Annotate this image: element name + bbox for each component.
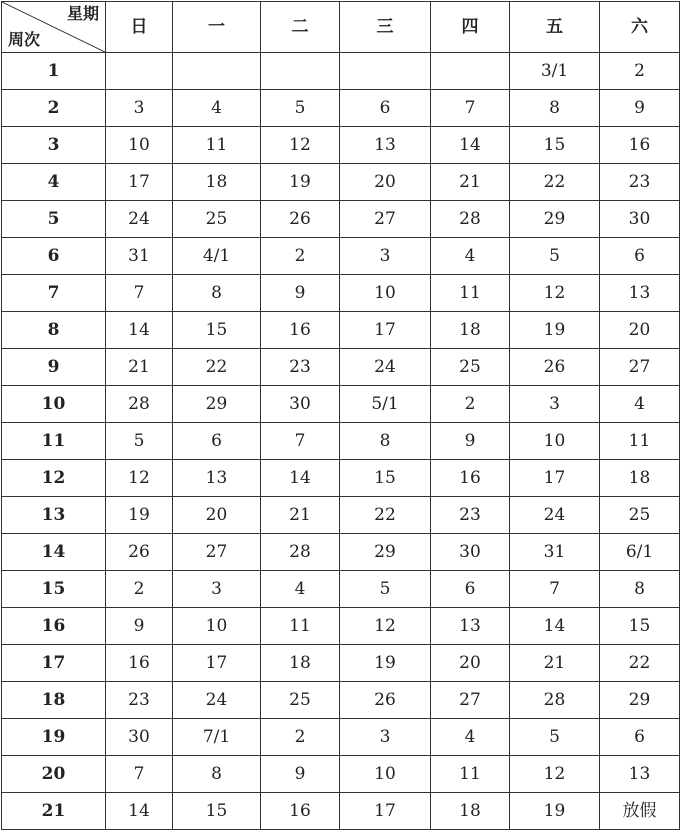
date-cell-wed: 17 (340, 793, 431, 830)
week-row (2, 460, 680, 497)
date-cell-sat: 22 (600, 645, 680, 682)
date-cell-mon: 8 (173, 756, 261, 793)
week-number-cell: 17 (2, 645, 106, 682)
week-number-cell: 15 (2, 571, 106, 608)
date-cell-thu: 27 (431, 682, 510, 719)
date-cell-fri: 12 (510, 275, 600, 312)
date-cell-sun: 14 (106, 793, 173, 830)
date-cell-tue: 9 (261, 756, 340, 793)
date-cell-mon: 25 (173, 201, 261, 238)
date-cell-sun: 23 (106, 682, 173, 719)
date-cell-sat: 15 (600, 608, 680, 645)
date-cell-sat: 29 (600, 682, 680, 719)
date-cell-sun: 3 (106, 90, 173, 127)
date-cell-sat: 2 (600, 53, 680, 90)
date-cell-sun: 21 (106, 349, 173, 386)
date-cell-sat: 6 (600, 238, 680, 275)
date-cell-tue: 16 (261, 793, 340, 830)
date-cell-sat: 9 (600, 90, 680, 127)
date-cell-sat: 25 (600, 497, 680, 534)
week-row (2, 238, 680, 275)
date-cell-sat: 11 (600, 423, 680, 460)
date-cell-tue: 19 (261, 164, 340, 201)
week-number-cell: 3 (2, 127, 106, 164)
date-cell-thu: 21 (431, 164, 510, 201)
date-cell-thu: 16 (431, 460, 510, 497)
date-cell-thu: 18 (431, 793, 510, 830)
date-cell-sat: 8 (600, 571, 680, 608)
date-cell-mon: 10 (173, 608, 261, 645)
day-header-mon: 一 (173, 2, 261, 53)
date-cell-fri: 15 (510, 127, 600, 164)
week-axis-label: 周次 (8, 30, 41, 49)
date-cell-thu: 11 (431, 275, 510, 312)
date-cell-wed: 13 (340, 127, 431, 164)
date-cell-wed: 19 (340, 645, 431, 682)
date-cell-mon: 29 (173, 386, 261, 423)
date-cell-fri: 19 (510, 312, 600, 349)
date-cell-wed: 3 (340, 719, 431, 756)
week-row (2, 312, 680, 349)
week-row (2, 275, 680, 312)
week-number-cell: 7 (2, 275, 106, 312)
date-cell-sat: 20 (600, 312, 680, 349)
date-cell-tue: 30 (261, 386, 340, 423)
date-cell-thu: 25 (431, 349, 510, 386)
date-cell-thu: 18 (431, 312, 510, 349)
date-cell-sun: 17 (106, 164, 173, 201)
week-number-cell: 12 (2, 460, 106, 497)
day-header-fri: 五 (510, 2, 600, 53)
day-header-sun: 日 (106, 2, 173, 53)
week-row (2, 571, 680, 608)
date-cell-mon: 4 (173, 90, 261, 127)
date-cell-sun: 26 (106, 534, 173, 571)
date-cell-fri: 3/1 (510, 53, 600, 90)
week-number-cell: 19 (2, 719, 106, 756)
date-cell-sun: 2 (106, 571, 173, 608)
date-cell-tue: 14 (261, 460, 340, 497)
week-number-cell: 5 (2, 201, 106, 238)
date-cell-tue: 26 (261, 201, 340, 238)
date-cell-fri: 3 (510, 386, 600, 423)
week-row (2, 793, 680, 830)
date-cell-fri: 5 (510, 719, 600, 756)
date-cell-fri: 31 (510, 534, 600, 571)
date-cell-mon (173, 53, 261, 90)
week-number-cell: 10 (2, 386, 106, 423)
date-cell-sun (106, 53, 173, 90)
date-cell-fri: 19 (510, 793, 600, 830)
date-cell-sat: 放假 (600, 793, 680, 830)
week-number-cell: 14 (2, 534, 106, 571)
date-cell-wed: 6 (340, 90, 431, 127)
week-row (2, 534, 680, 571)
date-cell-wed: 24 (340, 349, 431, 386)
week-row (2, 349, 680, 386)
date-cell-sat: 6/1 (600, 534, 680, 571)
week-row (2, 386, 680, 423)
date-cell-sat: 13 (600, 756, 680, 793)
date-cell-tue: 25 (261, 682, 340, 719)
date-cell-wed: 26 (340, 682, 431, 719)
week-row (2, 201, 680, 238)
date-cell-tue: 11 (261, 608, 340, 645)
date-cell-wed: 10 (340, 756, 431, 793)
date-cell-fri: 17 (510, 460, 600, 497)
week-number-cell: 13 (2, 497, 106, 534)
week-number-cell: 20 (2, 756, 106, 793)
date-cell-mon: 7/1 (173, 719, 261, 756)
date-cell-fri: 14 (510, 608, 600, 645)
date-cell-thu: 4 (431, 238, 510, 275)
date-cell-mon: 24 (173, 682, 261, 719)
week-number-cell: 1 (2, 53, 106, 90)
date-cell-fri: 10 (510, 423, 600, 460)
date-cell-sat: 30 (600, 201, 680, 238)
date-cell-mon: 3 (173, 571, 261, 608)
school-calendar-table (1, 1, 680, 830)
date-cell-fri: 7 (510, 571, 600, 608)
week-number-cell: 6 (2, 238, 106, 275)
date-cell-thu (431, 53, 510, 90)
date-cell-thu: 13 (431, 608, 510, 645)
week-number-cell: 9 (2, 349, 106, 386)
week-row (2, 90, 680, 127)
date-cell-mon: 27 (173, 534, 261, 571)
date-cell-wed: 8 (340, 423, 431, 460)
week-number-cell: 18 (2, 682, 106, 719)
date-cell-thu: 7 (431, 90, 510, 127)
week-row (2, 645, 680, 682)
date-cell-thu: 9 (431, 423, 510, 460)
date-cell-mon: 15 (173, 793, 261, 830)
date-cell-thu: 6 (431, 571, 510, 608)
header-row (2, 2, 680, 53)
date-cell-thu: 30 (431, 534, 510, 571)
day-header-thu: 四 (431, 2, 510, 53)
corner-header-cell (2, 2, 106, 53)
date-cell-wed: 10 (340, 275, 431, 312)
date-cell-mon: 13 (173, 460, 261, 497)
date-cell-sat: 23 (600, 164, 680, 201)
date-cell-sat: 6 (600, 719, 680, 756)
date-cell-fri: 21 (510, 645, 600, 682)
date-cell-fri: 29 (510, 201, 600, 238)
date-cell-wed: 12 (340, 608, 431, 645)
date-cell-fri: 24 (510, 497, 600, 534)
date-cell-wed: 22 (340, 497, 431, 534)
date-cell-sun: 19 (106, 497, 173, 534)
date-cell-sun: 24 (106, 201, 173, 238)
week-row (2, 756, 680, 793)
week-number-cell: 8 (2, 312, 106, 349)
date-cell-mon: 8 (173, 275, 261, 312)
date-cell-fri: 12 (510, 756, 600, 793)
date-cell-sat: 4 (600, 386, 680, 423)
date-cell-sat: 27 (600, 349, 680, 386)
date-cell-sat: 16 (600, 127, 680, 164)
week-row (2, 497, 680, 534)
date-cell-sun: 7 (106, 756, 173, 793)
date-cell-tue (261, 53, 340, 90)
date-cell-tue: 12 (261, 127, 340, 164)
date-cell-tue: 2 (261, 238, 340, 275)
date-cell-tue: 28 (261, 534, 340, 571)
week-number-cell: 4 (2, 164, 106, 201)
day-header-sat: 六 (600, 2, 680, 53)
week-number-cell: 21 (2, 793, 106, 830)
week-number-cell: 11 (2, 423, 106, 460)
date-cell-thu: 11 (431, 756, 510, 793)
date-cell-wed: 20 (340, 164, 431, 201)
week-row (2, 53, 680, 90)
date-cell-thu: 4 (431, 719, 510, 756)
date-cell-sun: 7 (106, 275, 173, 312)
date-cell-thu: 23 (431, 497, 510, 534)
date-cell-mon: 20 (173, 497, 261, 534)
day-header-tue: 二 (261, 2, 340, 53)
date-cell-mon: 17 (173, 645, 261, 682)
week-row (2, 423, 680, 460)
date-cell-tue: 4 (261, 571, 340, 608)
date-cell-fri: 5 (510, 238, 600, 275)
day-header-wed: 三 (340, 2, 431, 53)
date-cell-thu: 28 (431, 201, 510, 238)
date-cell-tue: 23 (261, 349, 340, 386)
date-cell-mon: 18 (173, 164, 261, 201)
weekday-axis-label: 星期 (66, 4, 99, 23)
date-cell-sun: 14 (106, 312, 173, 349)
date-cell-thu: 20 (431, 645, 510, 682)
date-cell-sun: 5 (106, 423, 173, 460)
date-cell-tue: 21 (261, 497, 340, 534)
date-cell-sat: 13 (600, 275, 680, 312)
date-cell-mon: 15 (173, 312, 261, 349)
week-row (2, 127, 680, 164)
date-cell-sun: 12 (106, 460, 173, 497)
date-cell-tue: 5 (261, 90, 340, 127)
date-cell-tue: 16 (261, 312, 340, 349)
date-cell-wed: 29 (340, 534, 431, 571)
date-cell-tue: 18 (261, 645, 340, 682)
date-cell-thu: 2 (431, 386, 510, 423)
date-cell-wed: 5/1 (340, 386, 431, 423)
date-cell-mon: 6 (173, 423, 261, 460)
date-cell-tue: 7 (261, 423, 340, 460)
date-cell-wed: 3 (340, 238, 431, 275)
date-cell-sun: 31 (106, 238, 173, 275)
date-cell-sat: 18 (600, 460, 680, 497)
week-row (2, 608, 680, 645)
date-cell-wed: 15 (340, 460, 431, 497)
calendar-body (2, 53, 680, 830)
date-cell-wed (340, 53, 431, 90)
date-cell-mon: 11 (173, 127, 261, 164)
date-cell-wed: 27 (340, 201, 431, 238)
date-cell-wed: 5 (340, 571, 431, 608)
date-cell-wed: 17 (340, 312, 431, 349)
date-cell-fri: 22 (510, 164, 600, 201)
date-cell-fri: 8 (510, 90, 600, 127)
date-cell-thu: 14 (431, 127, 510, 164)
date-cell-sun: 9 (106, 608, 173, 645)
week-number-cell: 16 (2, 608, 106, 645)
date-cell-fri: 26 (510, 349, 600, 386)
week-row (2, 682, 680, 719)
date-cell-sun: 30 (106, 719, 173, 756)
date-cell-mon: 4/1 (173, 238, 261, 275)
week-row (2, 164, 680, 201)
date-cell-sun: 10 (106, 127, 173, 164)
date-cell-tue: 9 (261, 275, 340, 312)
date-cell-fri: 28 (510, 682, 600, 719)
date-cell-tue: 2 (261, 719, 340, 756)
date-cell-sun: 16 (106, 645, 173, 682)
week-number-cell: 2 (2, 90, 106, 127)
date-cell-sun: 28 (106, 386, 173, 423)
week-row (2, 719, 680, 756)
date-cell-mon: 22 (173, 349, 261, 386)
